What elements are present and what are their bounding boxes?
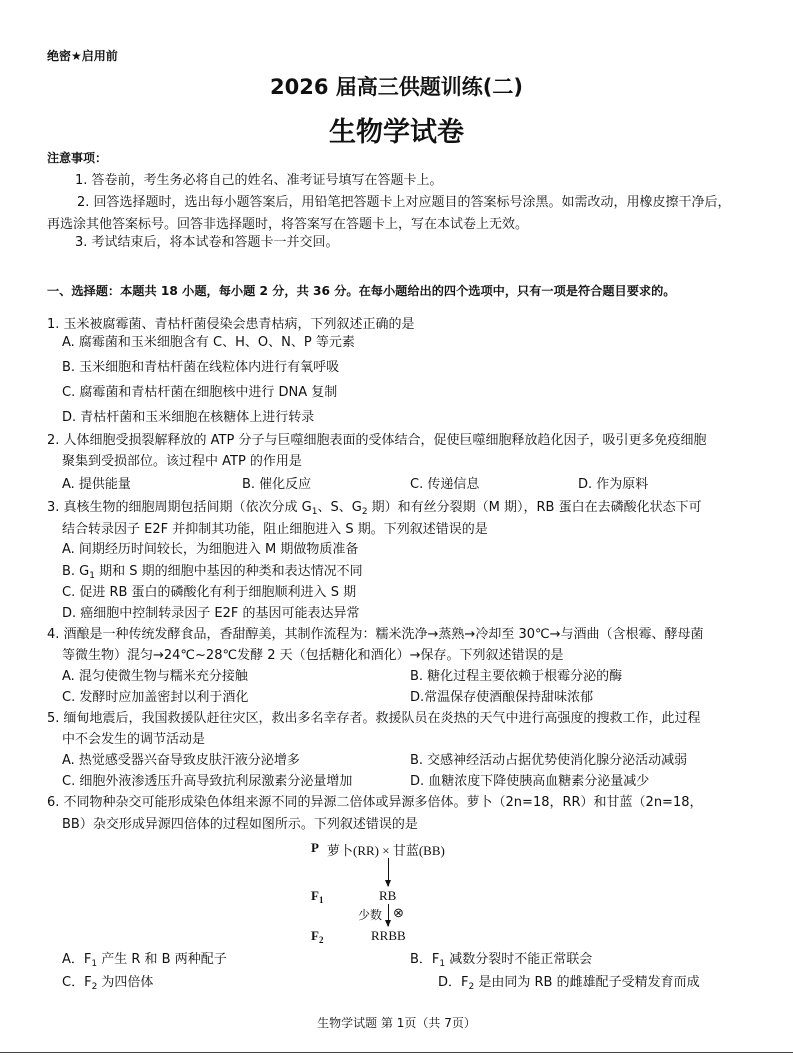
text-segment: 为四倍体 (97, 975, 154, 990)
question-5-stem (62, 731, 205, 749)
text-segment: B. 糖化过程主要依赖于根霉分泌的酶 (410, 669, 623, 684)
text-segment: 结合转录因子 E2F 并抑制其功能，阻止细胞进入 S 期。下列叙述错误的是 (62, 522, 488, 537)
question-1-option-B (62, 359, 339, 377)
question-6-option-C (62, 974, 153, 992)
text-segment: 1. 玉米被腐霉菌、青枯杆菌侵染会患青枯病，下列叙述正确的是 (47, 317, 415, 332)
subscript: 1 (311, 507, 318, 517)
text-segment: D．F (438, 975, 469, 990)
text-segment: A. 提供能量 (62, 477, 131, 492)
text-segment: B. G (62, 564, 90, 579)
question-2-option-A (62, 476, 131, 494)
bottom-divider (0, 1052, 793, 1053)
text-segment: 期和 S 期的细胞中基因的种类和表达情况不同 (95, 564, 363, 579)
f2-label: F (311, 928, 319, 943)
arrow-down-icon (388, 904, 389, 926)
question-4-option-C (62, 689, 248, 707)
text-segment: B. 玉米细胞和青枯杆菌在线粒体内进行有氧呼吸 (62, 360, 340, 375)
question-6-option-D (438, 974, 700, 992)
question-6-option-A (62, 951, 227, 969)
question-1-stem (47, 316, 415, 334)
text-segment: 减数分裂时不能正常联会 (445, 952, 593, 967)
notice-line: 2. 回答选择题时，选出每小题答案后，用铅笔把答题卡上对应题目的答案标号涂黑。如需改动，用橡皮擦干净后， (77, 195, 731, 210)
text-segment: 聚集到受损部位。该过程中 ATP 的作用是 (62, 454, 302, 469)
question-2-option-C (410, 476, 479, 494)
subscript: 2 (468, 982, 475, 992)
text-segment: A. 混匀使微生物与糯米充分接触 (62, 669, 248, 684)
hybridization-diagram (305, 838, 465, 948)
text-segment: C. 促进 RB 蛋白的磷酸化有利于细胞顺利进入 S 期 (62, 585, 357, 600)
notice-line: 3. 考试结束后，将本试卷和答题卡一并交回。 (75, 235, 339, 250)
few-label: 少数 (358, 908, 383, 922)
notice-heading: 注意事项： (47, 151, 108, 165)
f2-genotype: RRBB (371, 928, 406, 943)
text-segment: A. 热觉感受器兴奋导致皮肤汗液分泌增多 (62, 753, 300, 768)
question-4-stem (62, 647, 564, 665)
question-5-option-A (62, 752, 300, 770)
text-segment: 6. 不同物种杂交可能形成染色体组来源不同的异源二倍体或异源多倍体。萝卜（2n=18，RR）和甘蓝（2n=18， (47, 795, 703, 810)
notice-line: 1. 答卷前，考生务必将自己的姓名、准考证号填写在答题卡上。 (75, 173, 443, 188)
text-segment: BB）杂交形成异源四倍体的过程如图所示。下列叙述错误的是 (62, 817, 418, 832)
question-5-option-C (62, 773, 352, 791)
text-segment: A. 间期经历时间较长，为细胞进入 M 期做物质准备 (62, 542, 359, 557)
section-heading: 一、选择题：本题共 18 小题，每小题 2 分，共 36 分。在每小题给出的四个选项中，只有一项是符合题目要求的。 (47, 284, 676, 298)
parents-text: 萝卜(RR) × 甘蓝(BB) (327, 843, 445, 858)
subscript: 1 (439, 959, 446, 969)
arrow-down-icon (388, 858, 389, 886)
question-4-option-D (410, 689, 593, 707)
f1-genotype: RB (379, 888, 397, 903)
question-4-stem (47, 626, 704, 644)
question-3-option-A (62, 541, 358, 559)
text-segment: A．F (62, 952, 92, 967)
text-segment: 5. 缅甸地震后，我国救援队赶往灾区，救出多名幸存者。救援队员在炎热的天气中进行高强度的搜救工作，此过程 (47, 711, 701, 726)
exam-subject: 生物学试卷 (329, 117, 464, 148)
question-3-stem (62, 521, 488, 539)
text-segment: 、S、G (317, 500, 362, 515)
question-1-option-A (62, 334, 355, 352)
text-segment: 是由同为 RB 的雌雄配子受精发育而成 (474, 975, 700, 990)
text-segment: B. 催化反应 (242, 477, 312, 492)
confidential-label: 绝密★启用前 (47, 49, 118, 63)
exam-title: 2026 届高三供题训练(二) (270, 75, 523, 99)
question-4-option-A (62, 668, 248, 686)
text-segment: B．F (410, 952, 440, 967)
text-segment: C. 腐霉菌和青枯杆菌在细胞核中进行 DNA 复制 (62, 385, 338, 400)
question-1-option-D (62, 409, 314, 427)
question-2-option-B (242, 476, 311, 494)
text-segment: 4. 酒酿是一种传统发酵食品，香甜醇美，其制作流程为：糯米洗净→蒸熟→冷却至 30℃→与酒曲（含根霉、酵母菌 (47, 627, 704, 642)
text-segment: D. 青枯杆菌和玉米细胞在核糖体上进行转录 (62, 410, 315, 425)
text-segment: D. 血糖浓度下降使胰高血糖素分泌量减少 (410, 774, 650, 789)
question-3-stem (47, 499, 702, 517)
text-segment: C. 传递信息 (410, 477, 480, 492)
question-5-option-D (410, 773, 649, 791)
f2-subscript: 2 (318, 935, 324, 945)
text-segment: 期）和有丝分裂期（M 期），RB 蛋白在去磷酸化状态下可 (367, 500, 702, 515)
notice-line: 再选涂其他答案标号。回答非选择题时，将答案写在答题卡上，写在本试卷上无效。 (47, 217, 529, 232)
text-segment: 中不会发生的调节活动是 (62, 732, 206, 747)
question-6-option-B (410, 951, 592, 969)
text-segment: 等微生物）混匀→24℃~28℃发酵 2 天（包括糖化和酒化）→保存。下列叙述错误的是 (62, 648, 564, 663)
text-segment: D. 作为原料 (578, 477, 649, 492)
question-4-option-B (410, 668, 622, 686)
p-label: P (311, 840, 319, 855)
text-segment: B. 交感神经活动占据优势使消化腺分泌活动减弱 (410, 753, 688, 768)
subscript: 1 (91, 959, 98, 969)
question-5-option-B (410, 752, 687, 770)
question-2-stem (62, 453, 302, 471)
question-1-option-C (62, 384, 337, 402)
f1-label: F (311, 888, 319, 903)
text-segment: 产生 R 和 B 两种配子 (97, 952, 227, 967)
f1-subscript: 1 (318, 895, 324, 905)
question-3-option-D (62, 605, 360, 623)
text-segment: C. 发酵时应加盖密封以利于酒化 (62, 690, 249, 705)
question-3-option-C (62, 584, 356, 602)
text-segment: 3. 真核生物的细胞周期包括间期（依次分成 G (47, 500, 312, 515)
subscript: 1 (89, 571, 95, 581)
text-segment: C. 细胞外液渗透压升高导致抗利尿激素分泌量增加 (62, 774, 353, 789)
text-segment: D. 癌细胞中控制转录因子 E2F 的基因可能表达异常 (62, 606, 360, 621)
question-2-option-D (578, 476, 648, 494)
question-3-option-B (62, 563, 363, 581)
text-segment: C．F (62, 975, 92, 990)
question-2-stem (47, 432, 706, 450)
subscript: 2 (91, 982, 98, 992)
text-segment: A. 腐霉菌和玉米细胞含有 C、H、O、N、P 等元素 (62, 335, 355, 350)
selfing-icon: ⊗ (393, 905, 404, 920)
question-6-stem (62, 816, 418, 834)
page-footer: 生物学试题 第 1页（共 7页） (317, 1016, 476, 1030)
question-5-stem (47, 710, 701, 728)
subscript: 2 (361, 507, 368, 517)
question-6-stem (47, 794, 703, 812)
text-segment: 2. 人体细胞受损裂解释放的 ATP 分子与巨噬细胞表面的受体结合，促使巨噬细胞释放趋化因子，吸引更多免疫细胞 (47, 433, 707, 448)
text-segment: D.常温保存使酒酿保持甜味浓郁 (410, 690, 594, 705)
